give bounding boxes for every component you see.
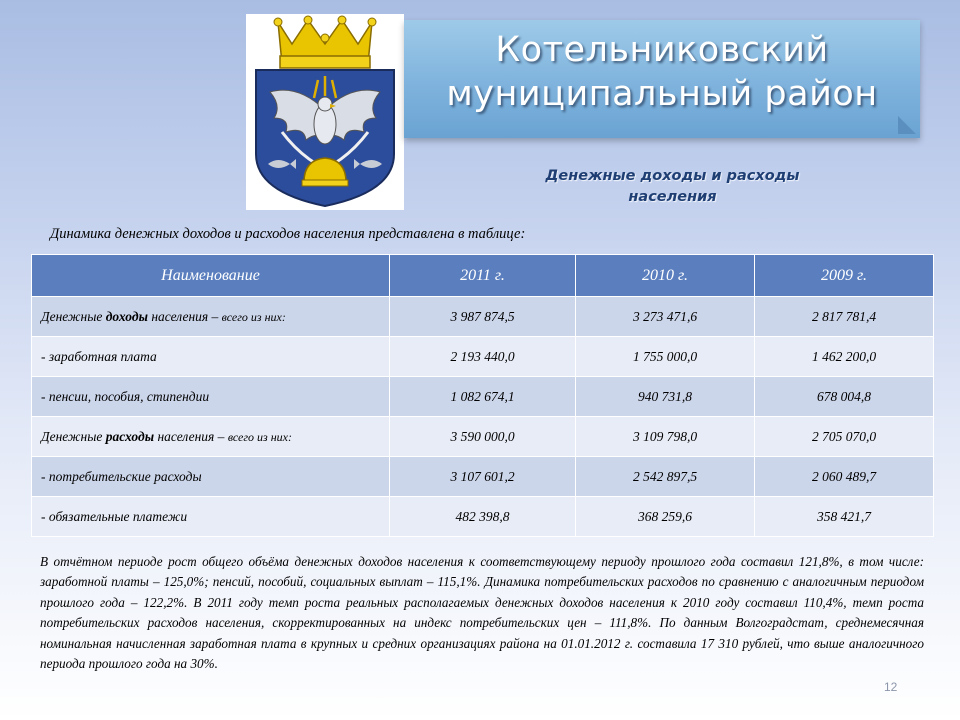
cell-2011: 3 590 000,0 (390, 417, 576, 457)
cell-2009: 2 705 070,0 (755, 417, 934, 457)
cell-2009: 358 421,7 (755, 497, 934, 537)
cell-2009: 678 004,8 (755, 377, 934, 417)
cell-2011: 1 082 674,1 (390, 377, 576, 417)
table-row (32, 337, 934, 377)
cell-2010: 2 542 897,5 (576, 457, 755, 497)
cell-2010: 3 109 798,0 (576, 417, 755, 457)
coat-of-arms (246, 14, 404, 210)
subtitle (500, 166, 845, 208)
crown-icon (274, 16, 376, 68)
cell-2011: 3 107 601,2 (390, 457, 576, 497)
cell-2011: 2 193 440,0 (390, 337, 576, 377)
table-header-row (32, 255, 934, 297)
header-2009: 2009 г. (755, 255, 934, 297)
income-expense-table (31, 254, 934, 537)
table-row (32, 377, 934, 417)
table-row (32, 297, 934, 337)
banner-box (404, 20, 920, 138)
cell-2011: 482 398,8 (390, 497, 576, 537)
page-title (414, 28, 910, 116)
intro-text: Динамика денежных доходов и расходов населения представлена в таблице: (50, 226, 526, 242)
row-label: Денежные доходы населения – всего из них: (32, 297, 390, 337)
header-2011: 2011 г. (390, 255, 576, 297)
header-name: Наименование (32, 255, 390, 297)
page-number: 12 (884, 680, 898, 694)
title-line-1: Котельниковский (495, 30, 829, 70)
cell-2009: 2 817 781,4 (755, 297, 934, 337)
row-label: - заработная плата (32, 337, 390, 377)
table-row (32, 497, 934, 537)
summary-paragraph: В отчётном периоде рост общего объёма денежных доходов населения к соответствующему периоду прошлого года составил 121,8%, в том числе: заработной платы – 125,0%; пенсий, пособий, социальных выплат – 115,1%. Динамика потребительских расходов по сравнению с аналогичным периодом прошлого года – 122,2%. В 2011 году темп роста реальных располагаемых денежных доходов населения к 2010 году составил 110,4%, темп роста потребительских расходов населения, скорректированных на индекс потребительских цен – 111,8%. По данным Волгоградстат, среднемесячная номинальная начисленная заработная плата в крупных и средних организациях района на 01.01.2012 г. составила 17 310 рублей, что выше аналогичного периода прошлого года на 30%. (40, 554, 924, 672)
cell-2011: 3 987 874,5 (390, 297, 576, 337)
cell-2010: 3 273 471,6 (576, 297, 755, 337)
cell-2009: 1 462 200,0 (755, 337, 934, 377)
table-row (32, 457, 934, 497)
row-label: - обязательные платежи (32, 497, 390, 537)
cell-2010: 368 259,6 (576, 497, 755, 537)
subtitle-line-1: Денежные доходы и расходы (545, 168, 800, 184)
cell-2010: 1 755 000,0 (576, 337, 755, 377)
subtitle-line-2: населения (628, 189, 717, 205)
cell-2009: 2 060 489,7 (755, 457, 934, 497)
cell-2010: 940 731,8 (576, 377, 755, 417)
table-row (32, 417, 934, 457)
title-banner (404, 20, 924, 142)
title-line-2: муниципальный район (446, 74, 878, 114)
banner-fold (898, 116, 916, 134)
row-label: - пенсии, пособия, стипендии (32, 377, 390, 417)
header-2010: 2010 г. (576, 255, 755, 297)
row-label: Денежные расходы населения – всего из них: (32, 417, 390, 457)
coat-of-arms-icon (246, 14, 404, 210)
row-label: - потребительские расходы (32, 457, 390, 497)
